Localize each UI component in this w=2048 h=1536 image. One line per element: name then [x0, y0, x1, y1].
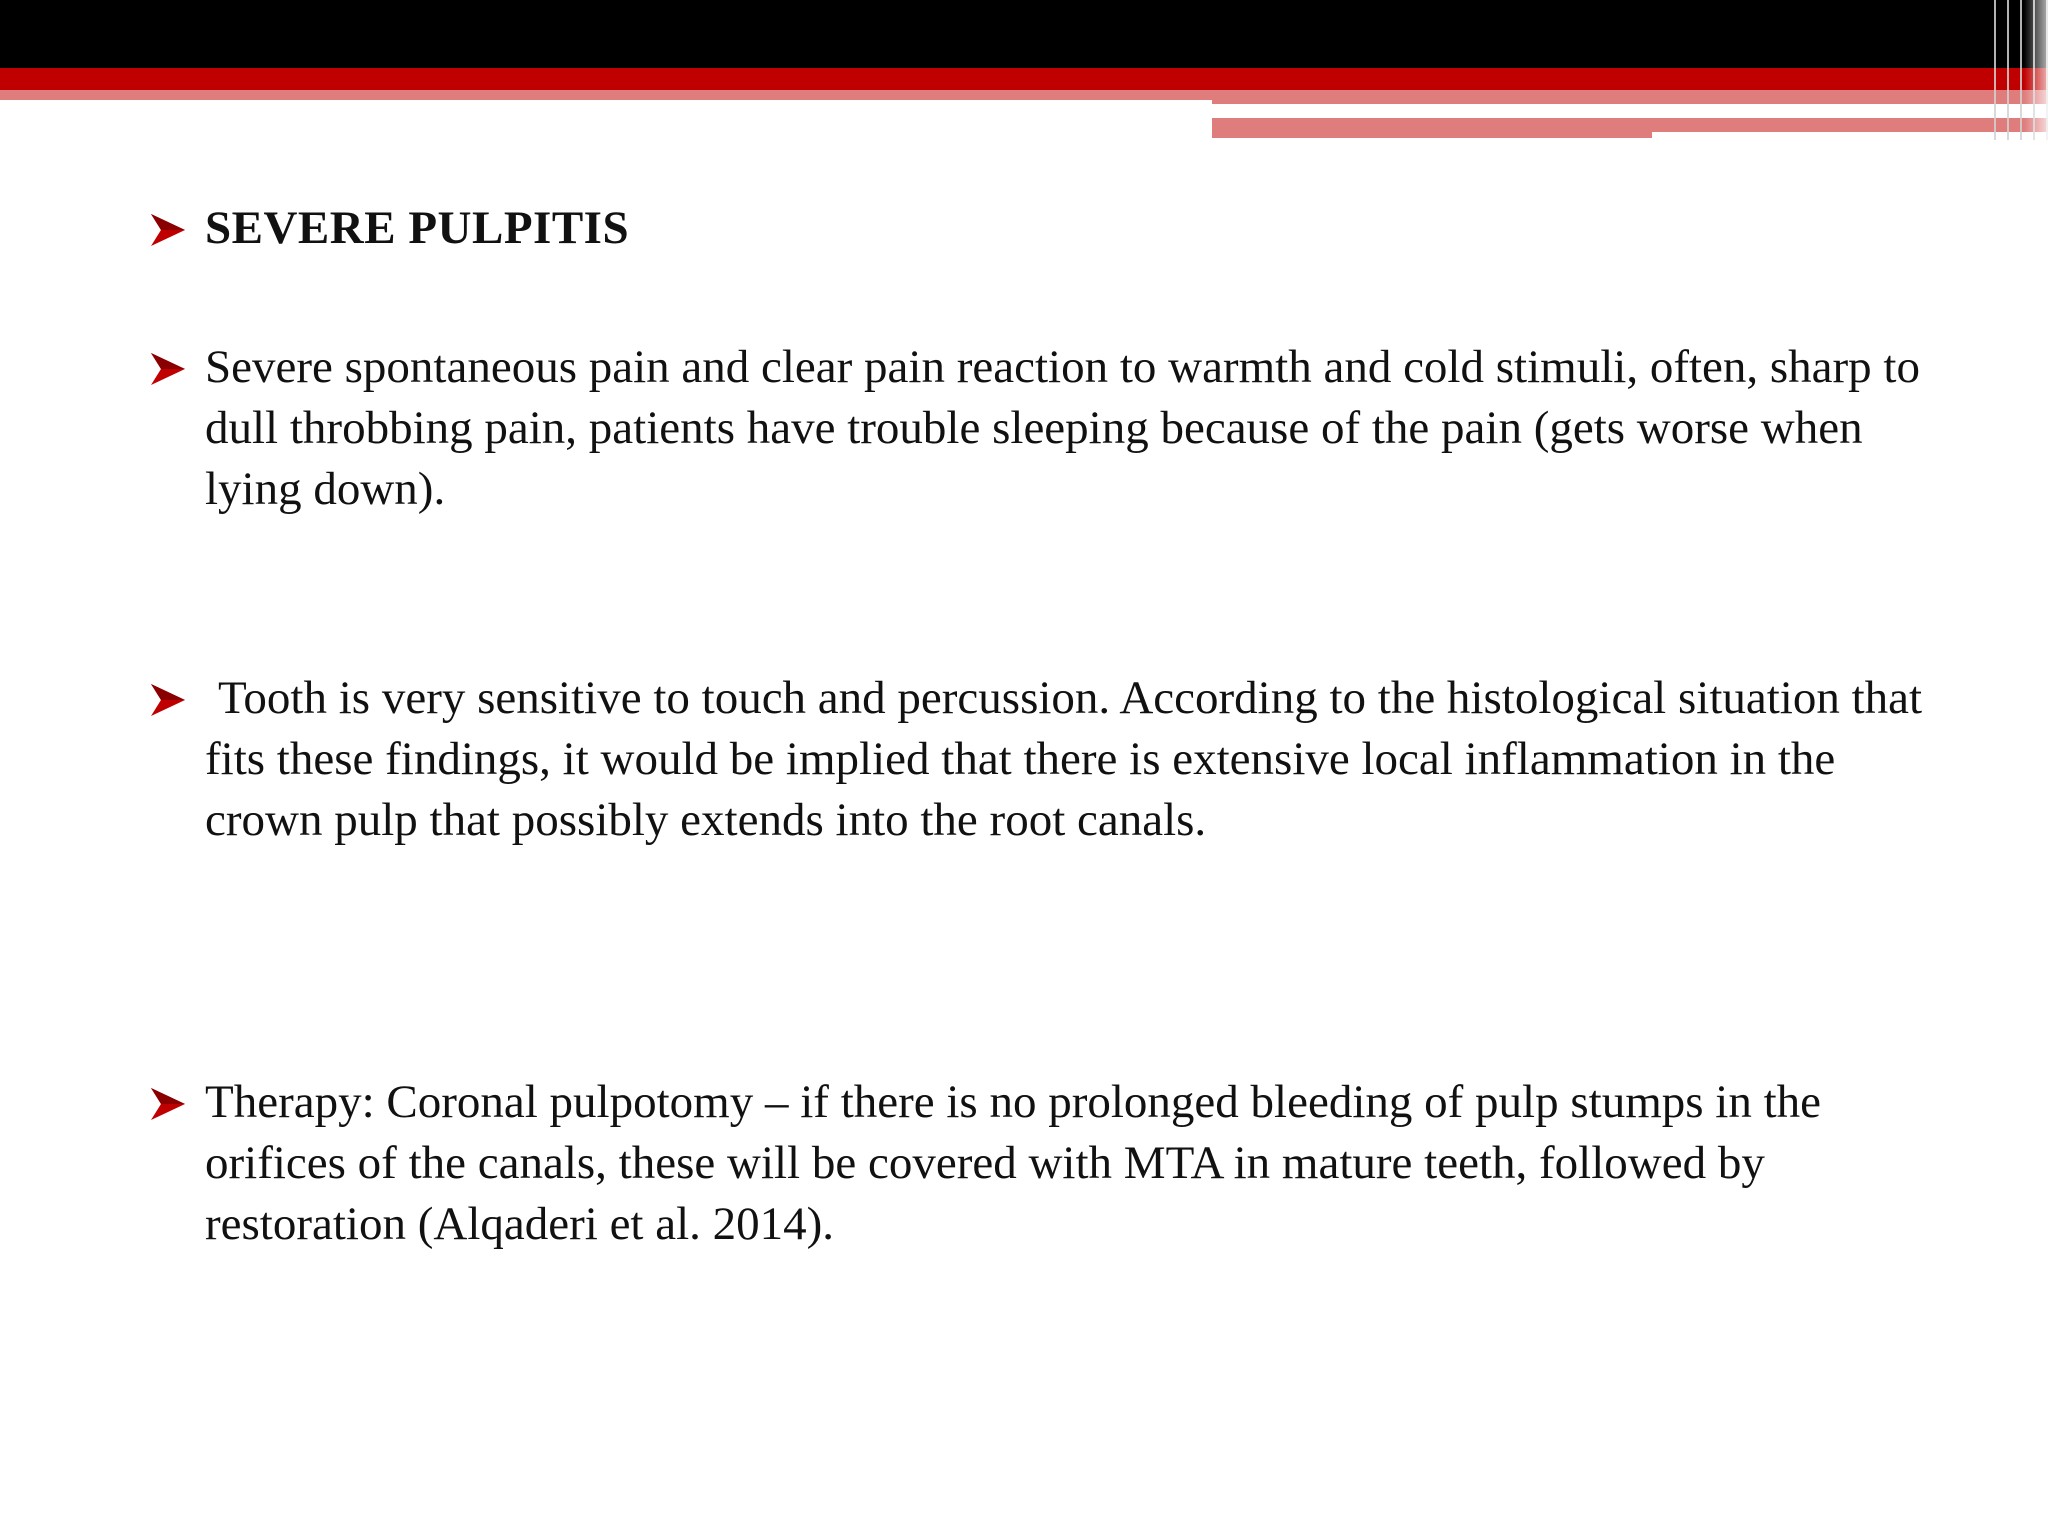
- header-red-band: [0, 68, 2048, 90]
- slide-title: SEVERE PULPITIS: [205, 202, 630, 254]
- slide-content: [150, 198, 1940, 1255]
- header-white-line: [1212, 111, 1897, 116]
- header-edge-fade: [2024, 0, 2048, 140]
- arrowhead-bullet-icon: [150, 213, 186, 247]
- arrowhead-bullet-icon: [150, 683, 186, 717]
- header-pink-stripe-right: [1212, 90, 2048, 104]
- slide-title-item: [150, 198, 1940, 259]
- header-pink-stripe-left: [0, 90, 1212, 100]
- bullet-item: [150, 1072, 1940, 1255]
- bullet-text: Tooth is very sensitive to touch and percussion. According to the histological situation that fits these findings, it would be implied that there is extensive local inflammation in the crown pulp that possibly extends into the root canals.: [205, 672, 1923, 846]
- arrowhead-bullet-icon: [150, 1087, 186, 1121]
- header-pink-stripe-lower: [1212, 118, 1652, 138]
- bullet-item: [150, 668, 1940, 851]
- bullet-text: Therapy: Coronal pulpotomy – if there is no prolonged bleeding of pulp stumps in the orifices of the canals, these will be covered with MTA in mature teeth, followed by restoration (Alqaderi et al. 2014).: [205, 1076, 1822, 1250]
- bullet-item: [150, 337, 1940, 520]
- bullet-text: Severe spontaneous pain and clear pain reaction to warmth and cold stimuli, often, sharp to dull throbbing pain, patients have trouble sleeping because of the pain (gets worse when lying down).: [205, 341, 1920, 515]
- header-black-band: [0, 0, 2048, 68]
- arrowhead-bullet-icon: [150, 352, 186, 386]
